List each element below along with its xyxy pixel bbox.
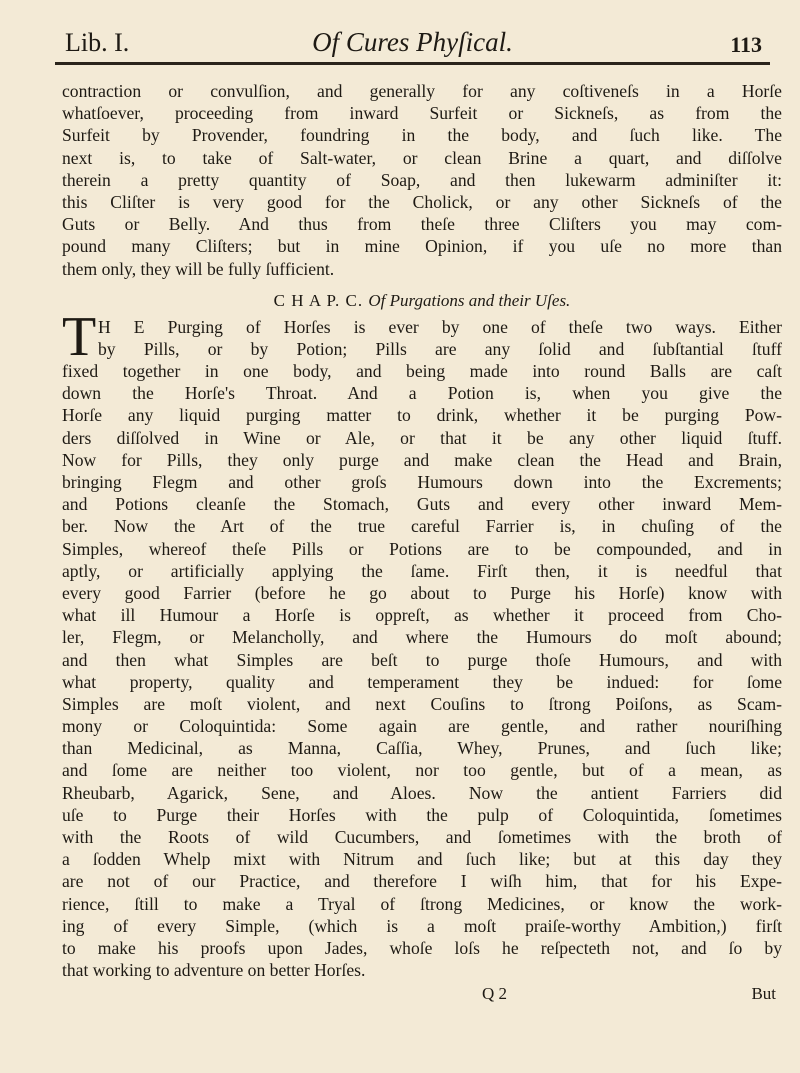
text-line: mony or Coloquintida: Some again are gentle, and rather nouriſhing	[62, 716, 782, 737]
text-line: what ill Humour a Horſe is oppreſt, as whether it proceed from Cho-	[62, 605, 782, 626]
text-line: rience, ſtill to make a Tryal of ſtrong Medicines, or know the work-	[62, 893, 782, 914]
text-line: uſe to Purge their Horſes with the pulp of Coloquintida, ſometimes	[62, 804, 782, 825]
text-line: are not of our Practice, and therefore I wiſh him, that for his Expe-	[62, 871, 782, 892]
text-line: Rheubarb, Agarick, Sene, and Aloes. Now the antient Farriers did	[62, 782, 782, 803]
text-line: contraction or convulſion, and generally for any coſtiveneſs in a Horſe	[62, 81, 782, 101]
catchword: But	[751, 984, 776, 1004]
text-line: to make his proofs upon Jades, whoſe loſs he reſpecteth not, and ſo by	[62, 937, 782, 958]
text-line: this Cliſter is very good for the Cholick, or any other Sickneſs of the	[62, 191, 782, 212]
text-line: than Medicinal, as Manna, Caſſia, Whey, Prunes, and ſuch like;	[62, 738, 782, 759]
book-section-label: Lib. I.	[65, 28, 130, 57]
chapter-number: C.	[345, 290, 364, 310]
text-line: and then what Simples are beſt to purge thoſe Humours, and with	[62, 649, 782, 670]
text-line: Simples are moſt violent, and next Couſins to ſtrong Poiſons, as Scam-	[62, 693, 782, 714]
text-line: every good Farrier (before he go about to Purge his Horſe) know with	[62, 582, 782, 603]
chapter-heading	[62, 286, 782, 316]
text-line: a ſodden Whelp mixt with Nitrum and ſuch like; but at this day they	[62, 849, 782, 870]
text-line: Surfeit by Provender, foundring in the body, and ſuch like. The	[62, 125, 782, 146]
text-line: what property, quality and temperament they be indued: for ſome	[62, 671, 782, 692]
running-title: Of Cures Phyſical.	[312, 27, 513, 57]
paragraph-purgations	[62, 305, 782, 982]
text-line: that working to adventure on better Horſes.	[62, 960, 366, 981]
text-line: Horſe any liquid purging matter to drink, whether it be purging Pow-	[62, 405, 782, 426]
text-line: them only, they will be fully ſufficient.	[62, 258, 335, 279]
text-line: H E Purging of Horſes is ever by one of theſe two ways. Either	[98, 316, 782, 337]
drop-cap: T	[62, 305, 97, 368]
text-line: ing of every Simple, (which is a moſt praiſe-worthy Ambition,) firſt	[62, 915, 782, 936]
page-body	[62, 80, 782, 1007]
text-line: bringing Flegm and other groſs Humours down into the Excrements;	[62, 472, 782, 492]
text-line: Now for Pills, they only purge and make clean the Head and Brain,	[62, 449, 782, 470]
text-line: whatſoever, proceeding from inward Surfeit or Sickneſs, as from the	[62, 103, 782, 124]
text-line: Simples, whereof theſe Pills or Potions are to be compounded, and in	[62, 538, 782, 559]
text-line: by Pills, or by Potion; Pills are any ſolid and ſubſtantial ſtuff	[98, 338, 782, 359]
text-line: ler, Flegm, or Melancholly, and where the Humours do moſt abound;	[62, 627, 782, 648]
page-footer	[62, 981, 782, 1007]
text-line: aptly, or artificially applying the ſame. Firſt then, it is needful that	[62, 560, 782, 581]
chapter-label: C H A P.	[273, 290, 341, 310]
text-line: therein a pretty quantity of Soap, and then lukewarm adminiſter it:	[62, 169, 782, 190]
text-line: pound many Cliſters; but in mine Opinion, if you uſe no more than	[62, 236, 782, 257]
text-line: with the Roots of wild Cucumbers, and ſometimes with the broth of	[62, 827, 782, 847]
signature-mark: Q 2	[482, 984, 508, 1004]
text-line: and ſome are neither too violent, nor too gentle, but of a mean, as	[62, 760, 782, 781]
text-line: ber. Now the Art of the true careful Farrier is, in chuſing of the	[62, 516, 782, 537]
chapter-title: Of Purgations and their Uſes.	[368, 290, 571, 310]
text-line: down the Horſe's Throat. And a Potion is, when you give the	[62, 383, 782, 404]
text-line: and Potions cleanſe the Stomach, Guts and every other inward Mem-	[62, 494, 782, 515]
page-number: 113	[730, 32, 762, 57]
text-line: fixed together in one body, and being made into round Balls are caſt	[62, 361, 782, 382]
running-header	[55, 18, 770, 65]
paragraph-clisters	[62, 80, 782, 280]
text-line: Guts or Belly. And thus from theſe three Cliſters you may com-	[62, 214, 782, 235]
text-line: next is, to take of Salt-water, or clean Brine a quart, and diſſolve	[62, 147, 782, 168]
text-line: ders diſſolved in Wine or Ale, or that it be any other liquid ſtuff.	[62, 427, 782, 448]
